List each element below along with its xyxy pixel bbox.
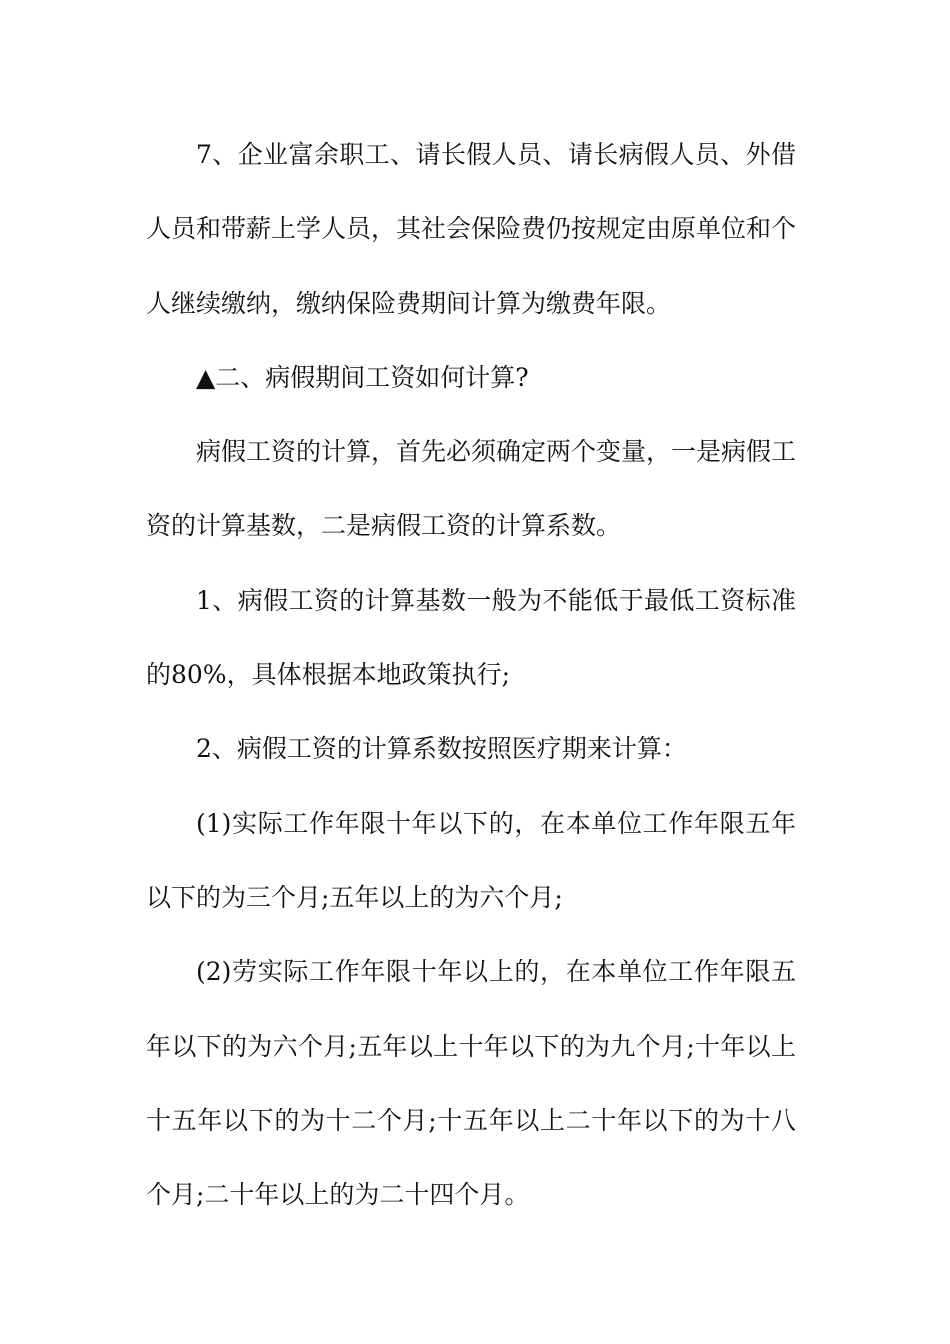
paragraph-calculation-variables: 病假工资的计算，首先必须确定两个变量，一是病假工资的计算基数，二是病假工资的计算系数。 [146, 437, 797, 541]
paragraph-calculation-base: 1、病假工资的计算基数一般为不能低于最低工资标准的80%，具体根据本地政策执行; [146, 585, 796, 690]
paragraph-over-ten-years: (2)劳实际工作年限十年以上的，在本单位工作年限五年以下的为六个月;五年以上十年以下的为九个月;十年以上十五年以下的为十二个月;十五年以上二十年以下的为十八个月;二十年以上的为二十四个月。 [146, 957, 796, 1210]
document-body [146, 118, 796, 1232]
paragraph-calculation-coefficient: 2、病假工资的计算系数按照医疗期来计算： [196, 734, 687, 764]
paragraph-under-ten-years: (1)实际工作年限十年以下的，在本单位工作年限五年以下的为三个月;五年以上的为六个月; [146, 808, 796, 912]
section-heading-sick-leave-wage: ▲二、病假期间工资如何计算? [196, 362, 529, 392]
paragraph-item-7-social-insurance: 7、企业富余职工、请长假人员、请长病假人员、外借人员和带薪上学人员，其社会保险费仍按规定由原单位和个人继续缴纳，缴纳保险费期间计算为缴费年限。 [146, 140, 797, 318]
